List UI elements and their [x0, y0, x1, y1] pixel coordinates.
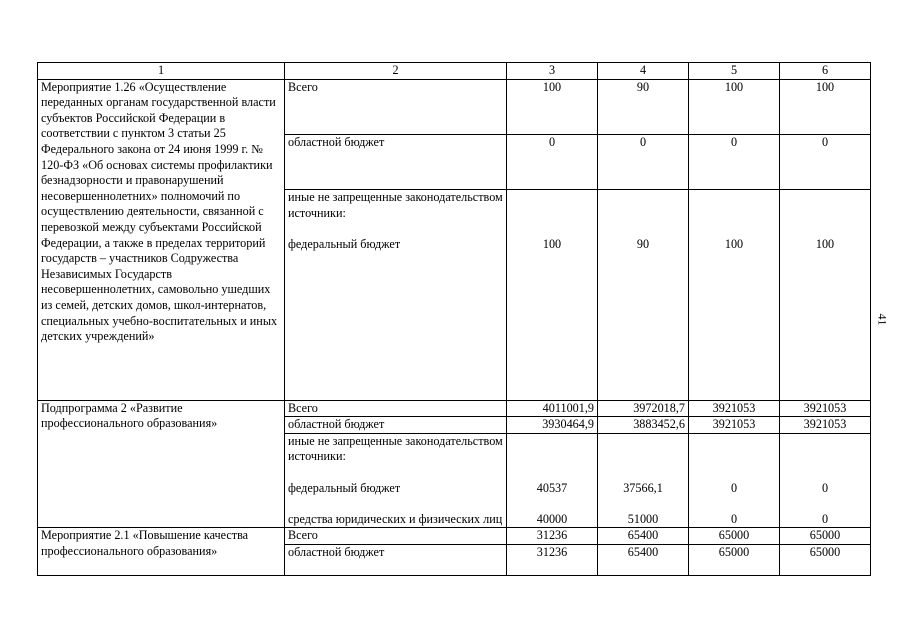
measure-title-text: Мероприятие 2.1 «Повышение качества профессионального образования»	[41, 528, 249, 558]
value-cell: 3972018,7	[598, 400, 689, 417]
row-label-group	[285, 189, 507, 400]
row-label: областной бюджет	[285, 544, 507, 575]
row-label: областной бюджет	[285, 134, 507, 189]
row-label: Всего	[285, 79, 507, 134]
measure-title	[38, 79, 285, 400]
value-cell	[507, 433, 598, 528]
value-cell	[598, 433, 689, 528]
header-cell: 1	[38, 63, 285, 80]
header-cell: 4	[598, 63, 689, 80]
legal-value: 0	[821, 511, 829, 526]
value-cell: 100	[507, 79, 598, 134]
value-cell	[507, 189, 598, 400]
value-cell: 31236	[507, 528, 598, 545]
value-cell: 3921053	[780, 400, 871, 417]
row-label: областной бюджет	[285, 417, 507, 434]
legal-value: 51000	[627, 511, 659, 526]
federal-value: 40537	[536, 480, 568, 495]
value-cell: 100	[780, 79, 871, 134]
measure-title	[38, 528, 285, 576]
value-cell: 4011001,9	[507, 400, 598, 417]
value-cell: 90	[598, 79, 689, 134]
budget-table	[37, 62, 871, 576]
federal-value: 100	[815, 236, 835, 251]
value-cell	[780, 189, 871, 400]
value-cell: 65000	[780, 528, 871, 545]
subprogram-title-text: Подпрограмма 2 «Развитие профессионального образования»	[41, 400, 218, 431]
legal-value: 40000	[536, 511, 568, 526]
federal-value: 90	[636, 236, 650, 251]
federal-value: 37566,1	[623, 480, 663, 495]
federal-value: 0	[821, 480, 829, 495]
value-cell: 65400	[598, 544, 689, 575]
value-cell: 65000	[689, 528, 780, 545]
value-cell: 0	[507, 134, 598, 189]
header-cell: 6	[780, 63, 871, 80]
value-cell: 3921053	[689, 400, 780, 417]
legal-entities-label: средства юридических и физических лиц	[288, 511, 503, 526]
table-row	[38, 528, 871, 545]
value-cell	[780, 433, 871, 528]
value-cell	[689, 433, 780, 528]
legal-value: 0	[730, 511, 738, 526]
other-sources-label: иные не запрещенные законодательством источники:	[288, 189, 503, 220]
value-cell: 3921053	[780, 417, 871, 434]
subprogram-title	[38, 400, 285, 528]
row-label-group	[285, 433, 507, 528]
row-label: Всего	[285, 400, 507, 417]
header-cell: 2	[285, 63, 507, 80]
value-cell: 0	[689, 134, 780, 189]
value-cell	[598, 189, 689, 400]
value-cell: 0	[780, 134, 871, 189]
value-cell: 65000	[780, 544, 871, 575]
value-cell: 31236	[507, 544, 598, 575]
value-cell: 3883452,6	[598, 417, 689, 434]
value-cell: 65400	[598, 528, 689, 545]
federal-label: федеральный бюджет	[288, 236, 401, 251]
header-cell: 3	[507, 63, 598, 80]
row-label: Всего	[285, 528, 507, 545]
federal-value: 0	[730, 480, 738, 495]
value-cell: 100	[689, 79, 780, 134]
other-sources-label: иные не запрещенные законодательством источники:	[288, 433, 503, 464]
table-header-row	[38, 63, 871, 80]
value-cell	[689, 189, 780, 400]
value-cell: 0	[598, 134, 689, 189]
value-cell: 3921053	[689, 417, 780, 434]
value-cell: 65000	[689, 544, 780, 575]
value-cell: 3930464,9	[507, 417, 598, 434]
federal-value: 100	[724, 236, 744, 251]
measure-title-text: Мероприятие 1.26 «Осуществление переданных органам государственной власти субъектов Российской Федерации в соответствии с пунктом 3 статьи 25 Федерального закона от 24 июня 1999 г. № 120-ФЗ «Об основах системы профилактики безнадзорности и правонарушений несовершеннолетних» полномочий по осуществлению деятельности, связанной с перевозкой между субъектами Российской Федерации, а также в пределах территорий государств – участников Содружества Независимых Государств несовершеннолетних, самовольно ушедших из семей, детских домов, школ-интернатов, специальных учебно-воспитательных и иных детских учреждений»	[41, 79, 278, 344]
table-row	[38, 79, 871, 134]
federal-label: федеральный бюджет	[288, 480, 401, 495]
federal-value: 100	[542, 236, 562, 251]
table-row	[38, 400, 871, 417]
header-cell: 5	[689, 63, 780, 80]
page-number: 41	[875, 313, 890, 326]
